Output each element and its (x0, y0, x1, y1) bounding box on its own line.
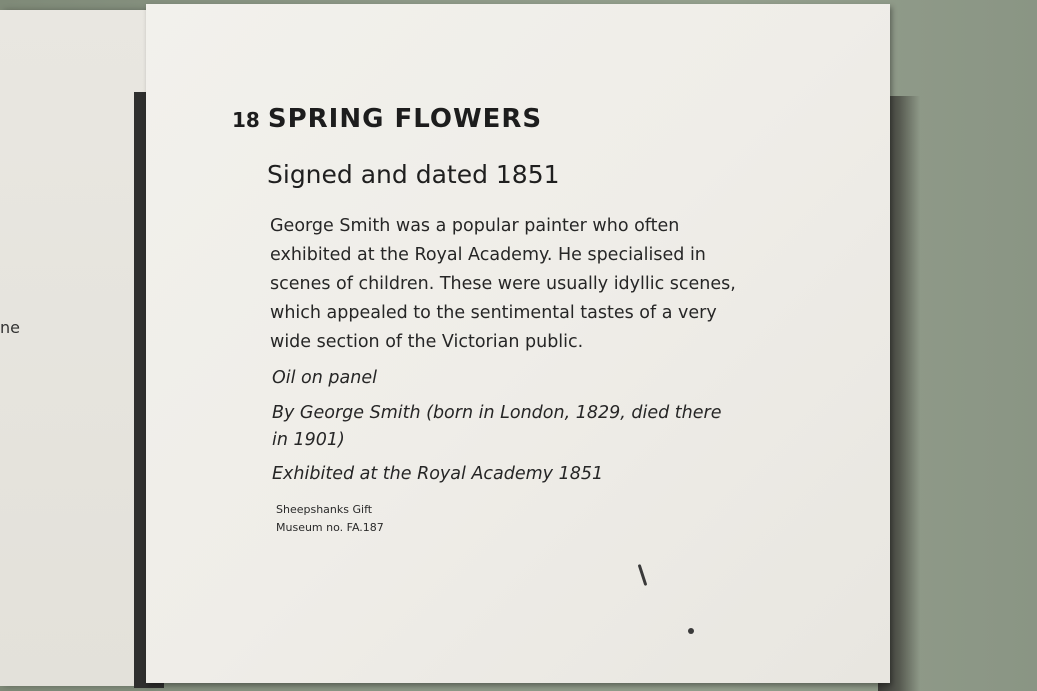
description-line: exhibited at the Royal Academy. He specialised in (270, 245, 706, 265)
credit-line: Sheepshanks Gift (276, 503, 373, 516)
artwork-title: SPRING FLOWERS (267, 104, 543, 134)
exhibition-history: Exhibited at the Royal Academy 1851 (272, 464, 604, 484)
artist-line: By George Smith (born in London, 1829, died there (272, 403, 722, 423)
museum-label-card (146, 4, 890, 683)
surface-mark (638, 564, 648, 586)
medium: Oil on panel (272, 368, 377, 388)
catalogue-number: 18 (232, 108, 260, 132)
description-line: which appealed to the sentimental tastes of a very (270, 303, 717, 323)
adjacent-label-text: ne (0, 318, 20, 337)
artist-line: in 1901) (272, 430, 345, 450)
description-line: scenes of children. These were usually idyllic scenes, (270, 274, 736, 294)
description (270, 212, 760, 357)
adjacent-label-card (0, 10, 148, 686)
surface-mark (688, 628, 694, 634)
description-line: George Smith was a popular painter who often (270, 216, 680, 236)
label-heading (232, 104, 542, 134)
artwork-subtitle: Signed and dated 1851 (267, 160, 560, 189)
description-line: wide section of the Victorian public. (270, 332, 584, 352)
artist-info (272, 400, 721, 454)
credits (276, 501, 384, 537)
museum-number: Museum no. FA.187 (276, 521, 384, 534)
